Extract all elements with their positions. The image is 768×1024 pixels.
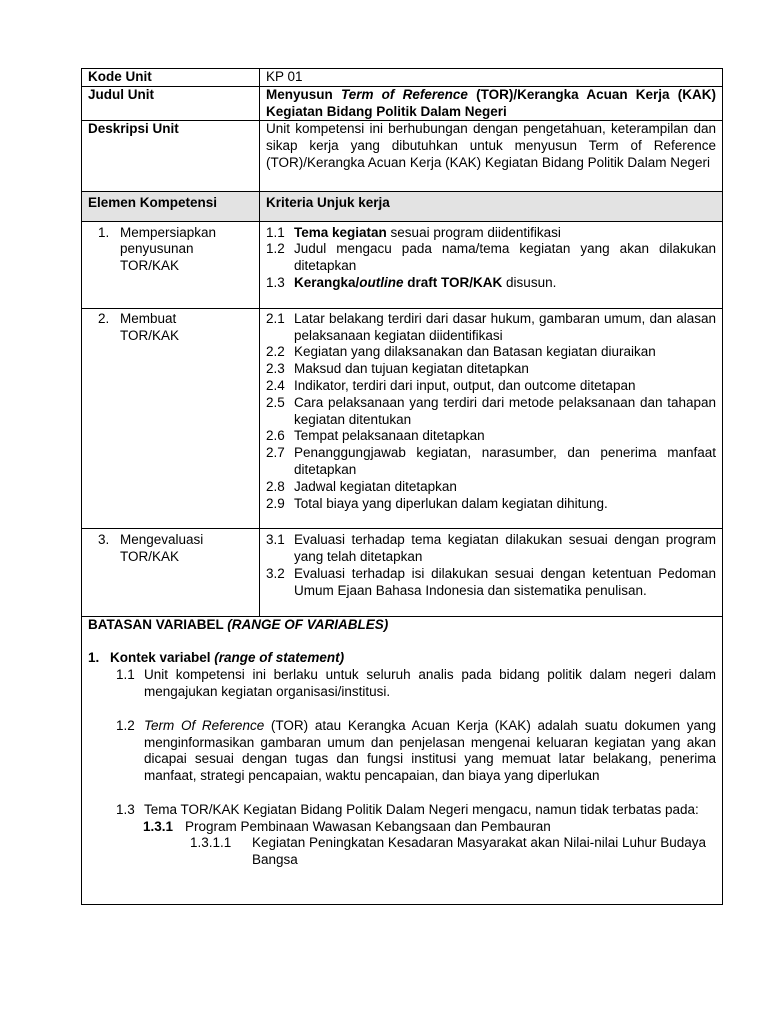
- header-row: [82, 191, 723, 221]
- criterion-2-8: 2.8 Jadwal kegiatan ditetapkan: [266, 478, 457, 494]
- deskripsi-unit-value: Unit kompetensi ini berhubungan dengan pengetahuan, keterampilan dan sikap kerja yang dibutuhkan untuk menyusun Term of Reference (TOR)/Kerangka Acuan Kerja (KAK) Kegiatan Bidang Politik Dalam Negeri: [260, 121, 723, 191]
- document-page: [81, 68, 717, 905]
- batasan-variabel-cell: [82, 616, 723, 904]
- header-elemen: Elemen Kompetensi: [82, 191, 260, 221]
- judul-unit-value: [260, 86, 723, 121]
- judul-unit-label: Judul Unit: [82, 86, 260, 121]
- item-1-1: 1.1 Unit kompetensi ini berlaku untuk seluruh analis pada bidang politik dalam negeri dalam mengajukan kegiatan organisasi/institusi.: [116, 667, 716, 699]
- criterion-2-2: 2.2 Kegiatan yang dilaksanakan dan Batasan kegiatan diuraikan: [266, 344, 656, 360]
- batasan-title: BATASAN VARIABEL (RANGE OF VARIABLES): [88, 616, 389, 632]
- criterion-3-1: 3.1 Evaluasi terhadap tema kegiatan dilakukan sesuai dengan program yang telah ditetapkan: [266, 532, 716, 565]
- header-kriteria: Kriteria Unjuk kerja: [260, 191, 723, 221]
- criterion-2-7: 2.7 Penanggungjawab kegiatan, narasumber, dan penerima manfaat ditetapkan: [266, 445, 716, 477]
- judul-pre: Menyusun: [266, 86, 341, 102]
- element-row-1: [82, 221, 723, 308]
- row-kode-unit: [82, 69, 723, 87]
- deskripsi-unit-label: Deskripsi Unit: [82, 121, 260, 191]
- row-deskripsi-unit: [82, 121, 723, 191]
- judul-post: (TOR)/Kerangka Acuan Kerja (KAK) Kegiatan Bidang Politik Dalam Negeri: [266, 86, 716, 119]
- element-2: 2. Membuat TOR/KAK: [98, 310, 180, 343]
- criterion-1-1: 1.1 Tema kegiatan sesuai program diidentifikasi: [266, 224, 561, 240]
- judul-italic: Term of Reference: [340, 86, 468, 102]
- batasan-row: [82, 616, 723, 904]
- criterion-2-6: 2.6 Tempat pelaksanaan ditetapkan: [266, 428, 485, 444]
- section-1-title: 1. Kontek variabel (range of statement): [88, 650, 345, 666]
- element-row-3: [82, 529, 723, 616]
- element-row-2: [82, 308, 723, 529]
- criterion-2-4: 2.4 Indikator, terdiri dari input, output, dan outcome ditetapan: [266, 377, 636, 393]
- item-1-3: 1.3 Tema TOR/KAK Kegiatan Bidang Politik Dalam Negeri mengacu, namun tidak terbatas pada:: [116, 801, 699, 817]
- criterion-1-2: 1.2 Judul mengacu pada nama/tema kegiatan yang akan dilakukan ditetapkan: [266, 241, 716, 274]
- criterion-2-3: 2.3 Maksud dan tujuan kegiatan ditetapkan: [266, 361, 529, 377]
- item-1-3-1: 1.3.1 Program Pembinaan Wawasan Kebangsaan dan Pembauran: [143, 818, 551, 834]
- item-1-3-1-1: 1.3.1.1 Kegiatan Peningkatan Kesadaran Masyarakat akan Nilai-nilai Luhur Budaya Bangsa: [190, 835, 707, 868]
- competency-table: [81, 68, 723, 905]
- element-3: 3. Mengevaluasi TOR/KAK: [98, 532, 204, 565]
- kode-unit-label: Kode Unit: [82, 69, 260, 87]
- criterion-1-3: 1.3 Kerangka/outline draft TOR/KAK disusun.: [266, 274, 557, 290]
- kode-unit-value: KP 01: [260, 69, 723, 87]
- criterion-2-1: 2.1 Latar belakang terdiri dari dasar hukum, gambaran umum, dan alasan pelaksanaan kegiatan diidentifikasi: [266, 310, 716, 343]
- row-judul-unit: [82, 86, 723, 121]
- criterion-2-5: 2.5 Cara pelaksanaan yang terdiri dari metode pelaksanaan dan tahapan kegiatan ditentukan: [266, 394, 716, 427]
- criterion-2-9: 2.9 Total biaya yang diperlukan dalam kegiatan dihitung.: [266, 495, 608, 511]
- criterion-3-2: 3.2 Evaluasi terhadap isi dilakukan sesuai dengan ketentuan Pedoman Umum Ejaan Bahasa Indonesia dan sistematika penulisan.: [266, 565, 716, 598]
- element-1: 1. Mempersiapkan penyusunan TOR/KAK: [98, 224, 217, 274]
- item-1-2: 1.2 Term Of Reference (TOR) atau Kerangka Acuan Kerja (KAK) adalah suatu dokumen yang menginformasikan gambaran umum dan penjelasan mengenai keluaran kegiatan yang akan dicapai sesuai dengan tugas dan fungsi institusi yang memuat latar belakang, penerima manfaat, strategi pencapaian, waktu pencapaian, dan biaya yang diperlukan: [116, 717, 717, 784]
